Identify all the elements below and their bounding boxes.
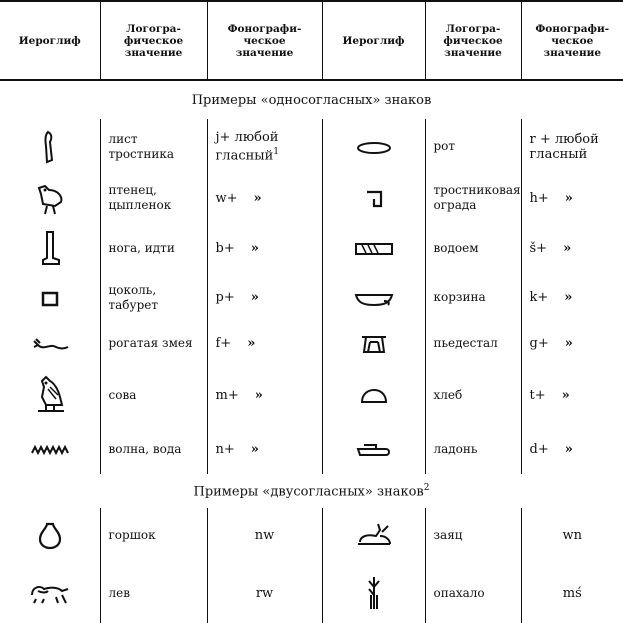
meaning-cell (425, 174, 521, 222)
meaning-text: рогатая змея (108, 336, 193, 350)
table-row (0, 424, 623, 474)
fan-icon (365, 575, 383, 611)
phonetic-text: wn (562, 528, 582, 543)
glyph-cell (0, 274, 100, 321)
stool-icon (41, 291, 59, 307)
meaning-text: хлеб (433, 387, 463, 402)
header-text: Иероглиф (342, 34, 405, 47)
meaning-text: ладонь (433, 441, 478, 456)
phonetic-text: g+ (529, 336, 549, 351)
ditto-mark: » (564, 190, 573, 206)
ditto-mark: » (561, 387, 570, 403)
phonetic-cell (207, 424, 322, 474)
phonetic-text: m+ (215, 387, 239, 403)
meaning-cell (425, 321, 521, 366)
phonetic-cell (521, 274, 623, 321)
table-row (0, 174, 623, 222)
meaning-cell (100, 366, 207, 424)
header-text: Логогра- фическое значение (443, 22, 503, 59)
meaning-text: лев (108, 585, 130, 600)
glyph-cell (0, 366, 100, 424)
ditto-mark: » (254, 387, 263, 403)
phonetic-cell (521, 508, 623, 563)
phonetic-text: h+ (529, 190, 549, 206)
meaning-cell (425, 222, 521, 274)
glyph-cell (0, 424, 100, 474)
meaning-cell (100, 274, 207, 321)
phonetic-cell (207, 563, 322, 623)
header-hieroglyph-right (322, 1, 425, 80)
phonetic-text: nw (254, 528, 275, 543)
ditto-mark: » (564, 441, 573, 457)
meaning-text: корзина (433, 290, 486, 304)
meaning-text: сова (108, 387, 137, 402)
glyph-cell (0, 508, 100, 563)
glyph-cell (322, 119, 425, 174)
meaning-cell (100, 321, 207, 366)
meaning-cell (425, 366, 521, 424)
glyph-cell (0, 321, 100, 366)
phonetic-text: n+ (215, 441, 235, 457)
meaning-text: горшок (108, 528, 156, 542)
glyph-cell (322, 508, 425, 563)
phonetic-text: rw (255, 585, 274, 601)
phonetic-cell (521, 119, 623, 174)
meaning-text: тростниковая ограда (433, 183, 521, 212)
glyph-cell (322, 424, 425, 474)
meaning-cell (100, 424, 207, 474)
phonetic-cell (207, 222, 322, 274)
meaning-cell (100, 508, 207, 563)
horned-viper-icon (30, 337, 70, 353)
meaning-text: нога, идти (108, 240, 175, 255)
ditto-mark: » (564, 336, 573, 351)
phonetic-text: mś (562, 585, 582, 601)
phonetic-text: š+ (529, 240, 548, 256)
ditto-mark: » (564, 290, 573, 305)
header-phonographic-left (207, 1, 322, 80)
pot-icon (38, 522, 62, 550)
meaning-text: водоем (433, 240, 479, 255)
footnote-mark: 1 (273, 146, 280, 157)
section-title-text: Примеры «односогласных» знаков (191, 92, 432, 108)
meaning-text: пьедестал (433, 336, 498, 350)
phonetic-cell (521, 366, 623, 424)
phonetic-cell (521, 321, 623, 366)
header-phonographic-right (521, 1, 623, 80)
meaning-text: птенец, цыпленок (108, 183, 172, 212)
meaning-text: лист тростника (108, 131, 175, 161)
header-logographic-left (100, 1, 207, 80)
meaning-text: цоколь, табурет (108, 282, 158, 312)
owl-icon (32, 375, 68, 415)
header-logographic-right (425, 1, 521, 80)
meaning-text: заяц (433, 528, 463, 542)
pool-icon (354, 242, 394, 256)
table-row (0, 222, 623, 274)
section-title-text: Примеры «двусогласных» знаков (193, 484, 424, 500)
meaning-cell (100, 119, 207, 174)
table-row (0, 274, 623, 321)
table-row (0, 563, 623, 623)
hand-icon (356, 443, 392, 457)
phonetic-text: b+ (215, 240, 235, 256)
phonetic-text: f+ (215, 336, 232, 351)
table-row (0, 508, 623, 563)
glyph-cell (322, 174, 425, 222)
phonetic-cell (207, 119, 322, 174)
glyph-cell (0, 119, 100, 174)
ditto-mark: » (250, 240, 259, 256)
basket-icon (354, 291, 394, 307)
ditto-mark: » (247, 336, 256, 351)
jar-stand-icon (360, 334, 388, 354)
header-text: Фонографи- ческое значение (227, 22, 302, 59)
phonetic-cell (521, 222, 623, 274)
section-uniliteral-title (0, 80, 623, 119)
header-hieroglyph-left (0, 1, 100, 80)
glyph-cell (322, 563, 425, 623)
leg-icon (37, 230, 63, 266)
meaning-cell (100, 563, 207, 623)
phonetic-cell (521, 174, 623, 222)
ditto-mark: » (563, 240, 572, 256)
meaning-text: рот (433, 139, 456, 153)
meaning-cell (425, 274, 521, 321)
water-icon (30, 445, 70, 455)
meaning-cell (425, 563, 521, 623)
phonetic-cell (207, 174, 322, 222)
meaning-cell (100, 222, 207, 274)
glyph-cell (322, 366, 425, 424)
glyph-cell (322, 321, 425, 366)
header-text: Логогра- фическое значение (123, 22, 184, 59)
phonetic-text: t+ (529, 387, 546, 403)
header-text: Иероглиф (18, 34, 81, 47)
phonetic-cell (207, 321, 322, 366)
glyph-cell (322, 222, 425, 274)
lion-icon (28, 581, 72, 605)
table-row (0, 119, 623, 174)
glyph-cell (322, 274, 425, 321)
glyph-cell (0, 174, 100, 222)
phonetic-text: r + любой гласный (529, 131, 599, 162)
bread-icon (360, 388, 388, 404)
chick-icon (33, 180, 67, 216)
hare-icon (354, 522, 394, 550)
meaning-cell (425, 508, 521, 563)
ditto-mark: » (250, 441, 259, 457)
phonetic-text: w+ (215, 190, 238, 206)
phonetic-cell (207, 274, 322, 321)
meaning-cell (425, 424, 521, 474)
mouth-icon (356, 141, 392, 155)
phonetic-cell (207, 366, 322, 424)
section-biliteral-title (0, 474, 623, 508)
ditto-mark: » (250, 290, 259, 305)
phonetic-text: k+ (529, 290, 549, 305)
meaning-cell (425, 119, 521, 174)
glyph-cell (0, 563, 100, 623)
reed-shelter-icon (365, 190, 383, 208)
phonetic-cell (521, 424, 623, 474)
phonetic-text: p+ (215, 290, 235, 305)
header-text: Фонографи- ческое значение (535, 22, 610, 59)
phonetic-cell (207, 508, 322, 563)
reed-leaf-icon (40, 130, 60, 164)
phonetic-text: j+ любой гласный (215, 129, 279, 164)
glyph-cell (0, 222, 100, 274)
phonetic-text: d+ (529, 441, 549, 457)
footnote-mark: 2 (423, 482, 430, 493)
meaning-text: волна, вода (108, 441, 182, 456)
meaning-text: опахало (433, 585, 485, 600)
phonetic-cell (521, 563, 623, 623)
ditto-mark: » (253, 190, 262, 206)
header-row (0, 1, 623, 80)
table-row (0, 321, 623, 366)
table-row (0, 366, 623, 424)
meaning-cell (100, 174, 207, 222)
